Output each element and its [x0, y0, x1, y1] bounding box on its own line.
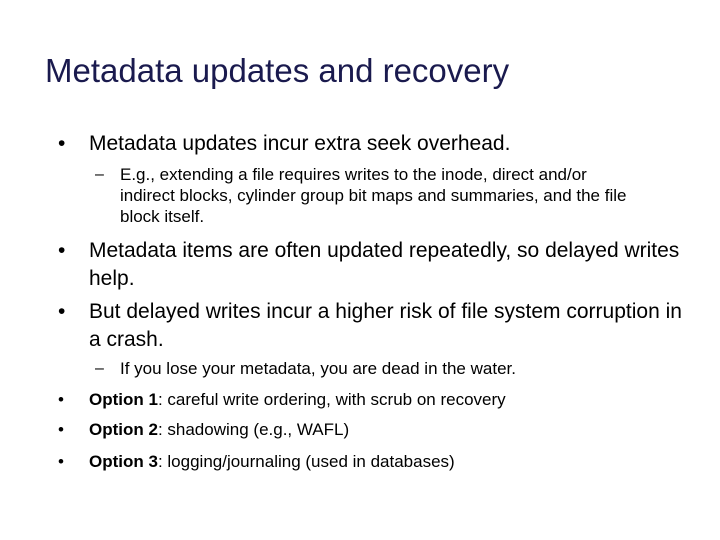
option-description: : shadowing (e.g., WAFL): [157, 420, 350, 439]
bullet-icon: •: [58, 132, 66, 155]
bullet-text: Metadata updates incur extra seek overhead.: [89, 132, 511, 155]
bullet-icon: •: [58, 300, 66, 323]
bullet-icon: •: [58, 239, 66, 262]
option-text: [89, 419, 689, 441]
dash-icon: –: [95, 360, 104, 377]
bullet-text: But delayed writes incur a higher risk of file system corruption in a crash.: [89, 300, 682, 351]
option-label: Option 1: [89, 390, 158, 409]
bullet-icon: •: [58, 452, 64, 471]
option-text: [89, 389, 689, 411]
bullet-icon: •: [58, 420, 64, 439]
dash-icon: –: [95, 166, 104, 183]
option-description: : logging/journaling (used in databases): [157, 452, 455, 471]
sub-bullet-text: If you lose your metadata, you are dead in the water.: [120, 359, 516, 378]
option-text: [89, 451, 689, 473]
sub-bullet-text: E.g., extending a file requires writes to the inode, direct and/or indirect blocks, cylinder group bit maps and summaries, and the file block itself.: [120, 165, 627, 226]
bullet-icon: •: [58, 390, 64, 409]
option-description: : careful write ordering, with scrub on recovery: [157, 390, 506, 409]
option-label: Option 3: [89, 452, 158, 471]
option-label: Option 2: [89, 420, 158, 439]
bullet-text: Metadata items are often updated repeatedly, so delayed writes help.: [89, 239, 680, 290]
slide-title: Metadata updates and recovery: [45, 52, 510, 89]
